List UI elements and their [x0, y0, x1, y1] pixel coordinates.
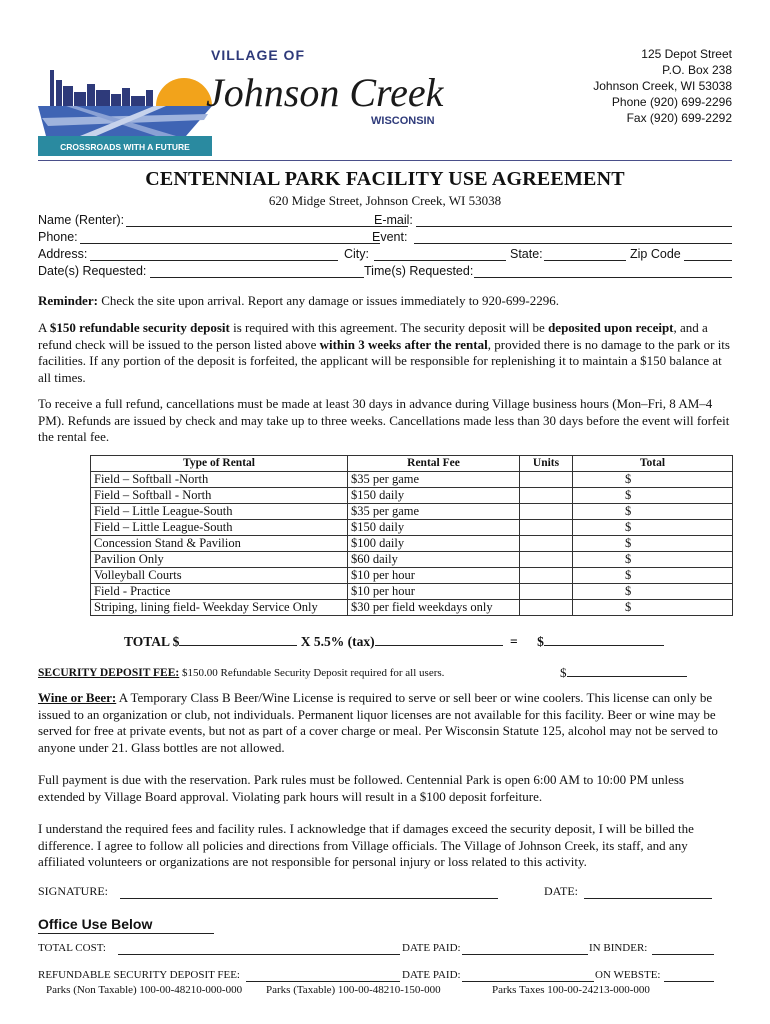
rental-type-cell: Concession Stand & Pavilion — [91, 536, 348, 552]
address-line: 125 Depot Street — [641, 47, 732, 61]
col-header-units: Units — [520, 456, 573, 472]
units-input-cell[interactable] — [520, 600, 573, 616]
office-date-paid-label: DATE PAID: — [402, 942, 461, 954]
units-input-cell[interactable] — [520, 488, 573, 504]
venue-address: 620 Midge Street, Johnson Creek, WI 53038 — [268, 193, 502, 208]
city-field[interactable] — [374, 260, 506, 261]
form-row-phone — [38, 230, 732, 247]
acknowledgement-paragraph: I understand the required fees and facility rules. I acknowledge that if damages exceed the security deposit, I will be billed the difference. I agree to follow all policies and directions from Village officials. The Village of Johnson Creek, its staff, and any affiliated volunteers or organizations are not responsible for personal injury or loss related to this activity. — [38, 821, 694, 869]
account-taxable: Parks (Taxable) 100-00-48210-150-000 — [266, 984, 441, 996]
email-label: E-mail: — [374, 213, 413, 227]
account-nontaxable: Parks (Non Taxable) 100-00-48210-000-000 — [46, 984, 243, 996]
total-input-cell[interactable]: $ — [573, 536, 733, 552]
payment-paragraph: Full payment is due with the reservation. Park rules must be followed. Centennial Park is open 6:00 AM to 10:00 PM unless extended by Village Board approval. Violating park hours will result in a $100 deposit forfeiture. — [38, 772, 684, 804]
col-header-fee: Rental Fee — [348, 456, 520, 472]
total-input-cell[interactable]: $ — [573, 552, 733, 568]
state-label: State: — [510, 247, 543, 261]
zip-field[interactable] — [684, 260, 732, 261]
logo-name: Johnson Creek — [206, 70, 444, 115]
table-row — [91, 504, 733, 520]
table-row — [91, 488, 733, 504]
tax-field[interactable] — [375, 633, 503, 646]
units-input-cell[interactable] — [520, 584, 573, 600]
address-line: Johnson Creek, WI 53038 — [593, 79, 732, 93]
phone-field[interactable] — [80, 243, 380, 244]
rental-type-cell: Field – Little League-South — [91, 520, 348, 536]
rental-type-cell: Volleyball Courts — [91, 568, 348, 584]
rental-fee-cell: $150 daily — [348, 520, 520, 536]
rental-fee-cell: $60 daily — [348, 552, 520, 568]
state-field[interactable] — [544, 260, 626, 261]
address-line: Phone (920) 699-2296 — [611, 95, 732, 109]
village-logo — [36, 40, 456, 160]
office-date-paid-field[interactable] — [462, 954, 588, 955]
address-field[interactable] — [90, 260, 338, 261]
office-date-paid2-label: DATE PAID: — [402, 969, 461, 981]
office-date-paid2-field[interactable] — [462, 981, 594, 982]
phone-label: Phone: — [38, 230, 78, 244]
name-field[interactable] — [126, 226, 408, 227]
logo-graphic-icon — [36, 40, 456, 160]
address-line: P.O. Box 238 — [662, 63, 732, 77]
rental-fee-table — [90, 455, 733, 616]
grand-total-field[interactable] — [544, 633, 664, 646]
security-fee-line: SECURITY DEPOSIT FEE: $150.00 Refundable Security Deposit required for all users. — [38, 667, 445, 679]
equals-sign: = — [510, 634, 518, 649]
total-label: TOTAL $ — [124, 634, 180, 649]
dates-field[interactable] — [150, 277, 364, 278]
office-address — [593, 46, 732, 126]
table-row — [91, 552, 733, 568]
total-field[interactable] — [179, 633, 297, 646]
logo-tagline: CROSSROADS WITH A FUTURE — [60, 142, 190, 152]
grand-total-dollar: $ — [537, 634, 544, 649]
signature-date-field[interactable] — [584, 898, 712, 899]
address-label: Address: — [38, 247, 88, 261]
logo-state: WISCONSIN — [371, 115, 435, 127]
date-label: DATE: — [544, 884, 578, 898]
times-label: Time(s) Requested: — [364, 264, 474, 278]
total-input-cell[interactable]: $ — [573, 568, 733, 584]
wine-beer-paragraph: Wine or Beer: A Temporary Class B Beer/Wine License is required to serve or sell beer or wine coolers. This license can only be issued to an organization or club, not individuals. Permanent liquor licenses are not available for this facility. Beer or wine may be served for free at private events, but not as part of a cover charge or meal. Per Wisconsin Statute 125, alcohol may not be served to anyone under 21. Glass bottles are not allowed. — [38, 690, 718, 755]
office-use-heading: Office Use Below — [38, 916, 153, 932]
units-input-cell[interactable] — [520, 552, 573, 568]
city-label: City: — [344, 247, 369, 261]
total-line — [124, 633, 664, 650]
account-taxes: Parks Taxes 100-00-24213-000-000 — [492, 984, 650, 996]
rental-fee-cell: $10 per hour — [348, 584, 520, 600]
times-field[interactable] — [474, 277, 732, 278]
page-title: CENTENNIAL PARK FACILITY USE AGREEMENT — [145, 168, 625, 190]
event-field[interactable] — [414, 243, 732, 244]
deposit-paragraph: A $150 refundable security deposit is required with this agreement. The security deposit will be deposited upon receipt, and a refund check will be issued to the person listed above within 3 weeks after the rental, provided there is no damage to the park or its facilities. If any portion of the deposit is forfeited, the applicant will be responsible for replenishing it to maintain a $150 balance at all times. — [38, 320, 730, 385]
col-header-type: Type of Rental — [91, 456, 348, 472]
office-refundable-field[interactable] — [246, 981, 400, 982]
table-row — [91, 584, 733, 600]
rental-fee-cell: $10 per hour — [348, 568, 520, 584]
security-fee-amount: $ — [560, 664, 687, 681]
name-label: Name (Renter): — [38, 213, 125, 227]
total-input-cell[interactable]: $ — [573, 520, 733, 536]
table-row — [91, 536, 733, 552]
table-header-row — [91, 456, 733, 472]
security-fee-label: SECURITY DEPOSIT FEE: — [38, 667, 180, 679]
units-input-cell[interactable] — [520, 536, 573, 552]
form-row-address — [38, 247, 732, 264]
reminder-label: Reminder: — [38, 293, 98, 308]
form-row-dates — [38, 264, 732, 281]
rental-type-cell: Pavilion Only — [91, 552, 348, 568]
signature-label: SIGNATURE: — [38, 884, 109, 898]
event-label: Event: — [372, 230, 408, 244]
signature-field[interactable] — [120, 898, 498, 899]
office-total-cost-label: TOTAL COST: — [38, 942, 106, 954]
office-in-binder-field[interactable] — [652, 954, 714, 955]
refund-paragraph: To receive a full refund, cancellations must be made at least 30 days in advance during Village business hours (Mon–Fri, 8 AM–4 PM). Refunds are issued by check and may take up to three weeks. Cancellations made less than 30 days before the event will forfeit the rental fee. — [38, 396, 730, 444]
total-input-cell[interactable]: $ — [573, 472, 733, 488]
rental-fee-cell: $35 per game — [348, 504, 520, 520]
rental-type-cell: Field – Little League-South — [91, 504, 348, 520]
office-in-binder-label: IN BINDER: — [589, 942, 648, 954]
table-row — [91, 600, 733, 616]
units-input-cell[interactable] — [520, 472, 573, 488]
address-line: Fax (920) 699-2292 — [626, 111, 732, 125]
wine-beer-label: Wine or Beer: — [38, 690, 117, 705]
office-heading-underline — [38, 933, 214, 934]
table-row — [91, 568, 733, 584]
header-divider — [38, 160, 732, 161]
rental-fee-cell: $35 per game — [348, 472, 520, 488]
rental-fee-cell: $30 per field weekdays only — [348, 600, 520, 616]
tax-label: X 5.5% (tax) — [297, 634, 375, 649]
rental-fee-cell: $100 daily — [348, 536, 520, 552]
rental-type-cell: Field – Softball - North — [91, 488, 348, 504]
total-input-cell[interactable]: $ — [573, 488, 733, 504]
total-input-cell[interactable]: $ — [573, 584, 733, 600]
table-row — [91, 472, 733, 488]
total-input-cell[interactable]: $ — [573, 600, 733, 616]
rental-type-cell: Field – Softball -North — [91, 472, 348, 488]
units-input-cell[interactable] — [520, 568, 573, 584]
units-input-cell[interactable] — [520, 504, 573, 520]
units-input-cell[interactable] — [520, 520, 573, 536]
office-on-website-label: ON WEBSTE: — [595, 969, 661, 981]
zip-label: Zip Code — [630, 247, 681, 261]
dates-label: Date(s) Requested: — [38, 264, 147, 278]
security-fee-field[interactable] — [567, 664, 687, 677]
rental-type-cell: Field - Practice — [91, 584, 348, 600]
rental-type-cell: Striping, lining field- Weekday Service Only — [91, 600, 348, 616]
total-input-cell[interactable]: $ — [573, 504, 733, 520]
office-refundable-label: REFUNDABLE SECURITY DEPOSIT FEE: — [38, 969, 240, 981]
reminder-text: Reminder: Check the site upon arrival. Report any damage or issues immediately to 920-699-2296. — [38, 293, 559, 308]
office-on-website-field[interactable] — [664, 981, 714, 982]
email-field[interactable] — [416, 226, 732, 227]
col-header-total: Total — [573, 456, 733, 472]
table-row — [91, 520, 733, 536]
logo-village-of: VILLAGE OF — [211, 47, 305, 63]
rental-fee-cell: $150 daily — [348, 488, 520, 504]
form-row-name — [38, 213, 732, 230]
office-total-cost-field[interactable] — [118, 954, 400, 955]
